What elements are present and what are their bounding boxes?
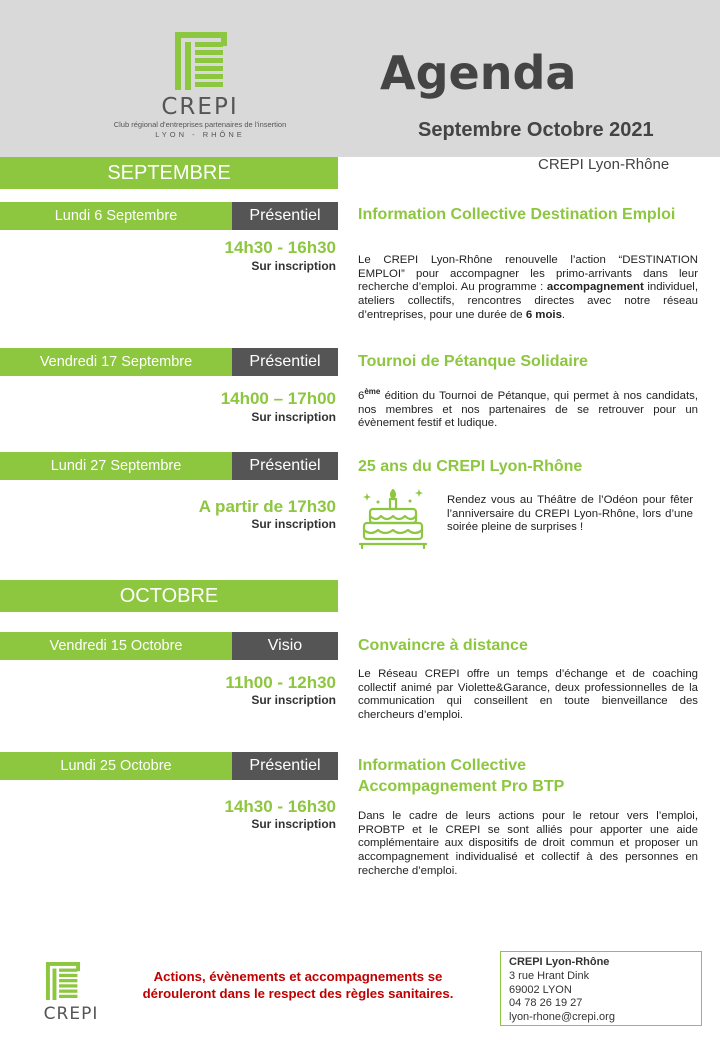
event-title: 25 ans du CREPI Lyon-Rhône xyxy=(358,458,583,475)
event-date: Vendredi 15 Octobre xyxy=(0,632,232,660)
event-description: Le Réseau CREPI offre un temps d’échange et de coaching collectif animé par Violette&Garance, deux professionnelles de la communication qui conseillent en toute bienveillance des chercheurs d’emploi. xyxy=(358,668,698,722)
logo-subtitle: Club régional d'entreprises partenaires de l'insertion xyxy=(113,120,287,129)
month-header-october: OCTOBRE xyxy=(0,580,338,612)
event-description: Rendez vous au Théâtre de l’Odéon pour fêter l’anniversaire du CREPI Lyon-Rhône, lors d’une soirée pleine de surprises ! xyxy=(447,494,693,534)
event-mode: Présentiel xyxy=(232,202,338,230)
contact-city: 69002 LYON xyxy=(509,983,572,996)
event-date: Lundi 25 Octobre xyxy=(0,752,232,780)
contact-phone[interactable]: 04 78 26 19 27 xyxy=(509,997,583,1010)
event-time: 11h00 - 12h30 xyxy=(225,673,336,692)
event-mode: Visio xyxy=(232,632,338,660)
event-time: 14h30 - 16h30 xyxy=(224,238,336,257)
event-description: 6ème édition du Tournoi de Pétanque, qui permet à nos candidats, nos membres et nos partenaires de se retrouver pour un évènement festif et ludique. xyxy=(358,387,698,430)
crepi-logo-icon xyxy=(175,32,227,90)
event-registration: Sur inscription xyxy=(251,693,336,707)
contact-street: 3 rue Hrant Dink xyxy=(509,969,590,982)
event-date: Lundi 6 Septembre xyxy=(0,202,232,230)
contact-email[interactable]: lyon-rhone@crepi.org xyxy=(509,1011,615,1024)
event-description: Dans le cadre de leurs actions pour le retour vers l’emploi, PROBTP et le CREPI se sont alliés pour apporter une aide complémentaire aux dispositifs de droit commun et proposer un accompagnement individualisé et collectif à des personnes en recherche d’emploi. xyxy=(358,810,698,877)
contact-name: CREPI Lyon-Rhône xyxy=(509,956,610,968)
contact-box xyxy=(500,951,702,1026)
event-title: Information Collective Destination Emploi xyxy=(358,206,676,223)
logo-region: LYON - RHÔNE xyxy=(155,130,245,139)
crepi-logo xyxy=(110,30,290,140)
event-title: Convaincre à distance xyxy=(358,637,528,654)
event-registration: Sur inscription xyxy=(251,410,336,424)
page-title: Agenda xyxy=(380,46,577,100)
crepi-logo-icon xyxy=(45,962,81,1000)
event-time: 14h00 – 17h00 xyxy=(220,389,336,408)
footer-logo-name: CREPI xyxy=(43,1004,99,1024)
event-registration: Sur inscription xyxy=(251,817,336,831)
logo-name: CREPI xyxy=(161,94,239,120)
event-registration: Sur inscription xyxy=(251,259,336,273)
month-header-september: SEPTEMBRE xyxy=(0,157,338,189)
footer-logo xyxy=(40,962,102,1024)
event-date: Lundi 27 Septembre xyxy=(0,452,232,480)
event-time: 14h30 - 16h30 xyxy=(224,797,336,816)
event-time: A partir de 17h30 xyxy=(198,497,336,516)
event-title: Tournoi de Pétanque Solidaire xyxy=(358,353,588,370)
page-subtitle: Septembre Octobre 2021 xyxy=(418,119,654,141)
event-mode: Présentiel xyxy=(232,348,338,376)
event-title: Information Collective Accompagnement Pro BTP xyxy=(358,757,565,795)
event-date: Vendredi 17 Septembre xyxy=(0,348,232,376)
organization-name: CREPI Lyon-Rhône xyxy=(538,156,670,173)
event-registration: Sur inscription xyxy=(251,517,336,531)
sanitary-notice: Actions, évènements et accompagnements se dérouleront dans le respect des règles sanitaires. xyxy=(142,969,454,1001)
event-mode: Présentiel xyxy=(232,752,338,780)
event-mode: Présentiel xyxy=(232,452,338,480)
birthday-cake-icon xyxy=(358,486,428,554)
event-description: Le CREPI Lyon-Rhône renouvelle l’action “DESTINATION EMPLOI” pour accompagner les primo-arrivants dans leur recherche d’emploi. Au programme : accompagnement individuel, ateliers collectifs, rencontres directes avec notre réseau d’entreprises, pour une durée de 6 mois. xyxy=(358,254,698,321)
